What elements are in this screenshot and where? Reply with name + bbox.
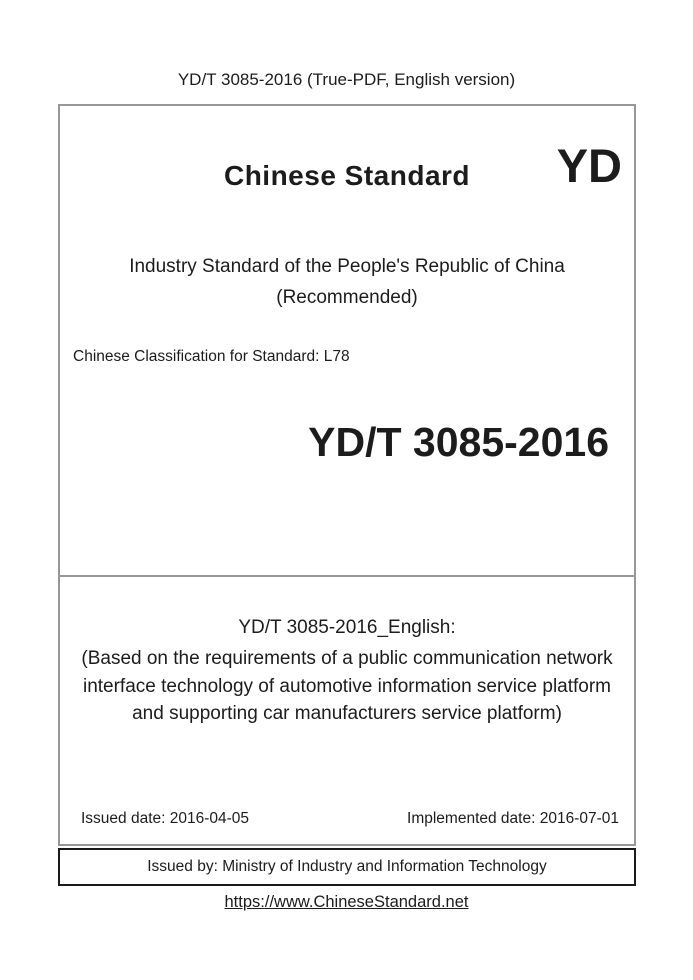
page-header-title: YD/T 3085-2016 (True-PDF, English version) (177, 70, 516, 89)
english-title-body: (Based on the requirements of a public communication network interface technology of automotive information service platform and supporting car manufacturers service platform) (81, 648, 613, 724)
cover-top-section (60, 106, 634, 577)
classification-line: Chinese Classification for Standard: L78 (73, 348, 350, 365)
org-line-1: Industry Standard of the People's Republic of China (129, 256, 565, 277)
issuer-box (58, 848, 636, 886)
implemented-date: Implemented date: 2016-07-01 (407, 810, 619, 827)
footer (0, 893, 693, 912)
issued-date: Issued date: 2016-04-05 (81, 810, 250, 827)
dates-row (60, 810, 634, 828)
standard-prefix: YD (556, 139, 622, 192)
org-line-2: (Recommended) (276, 287, 418, 308)
brand-title: Chinese Standard (223, 160, 471, 191)
cover-bottom-section (60, 577, 634, 844)
english-title-label: YD/T 3085-2016_English: (238, 617, 456, 638)
footer-link[interactable]: https://www.ChineseStandard.net (224, 893, 469, 911)
issued-by-line: Issued by: Ministry of Industry and Information Technology (147, 858, 547, 875)
cover-box (58, 104, 636, 846)
standard-number: YD/T 3085-2016 (308, 419, 609, 465)
